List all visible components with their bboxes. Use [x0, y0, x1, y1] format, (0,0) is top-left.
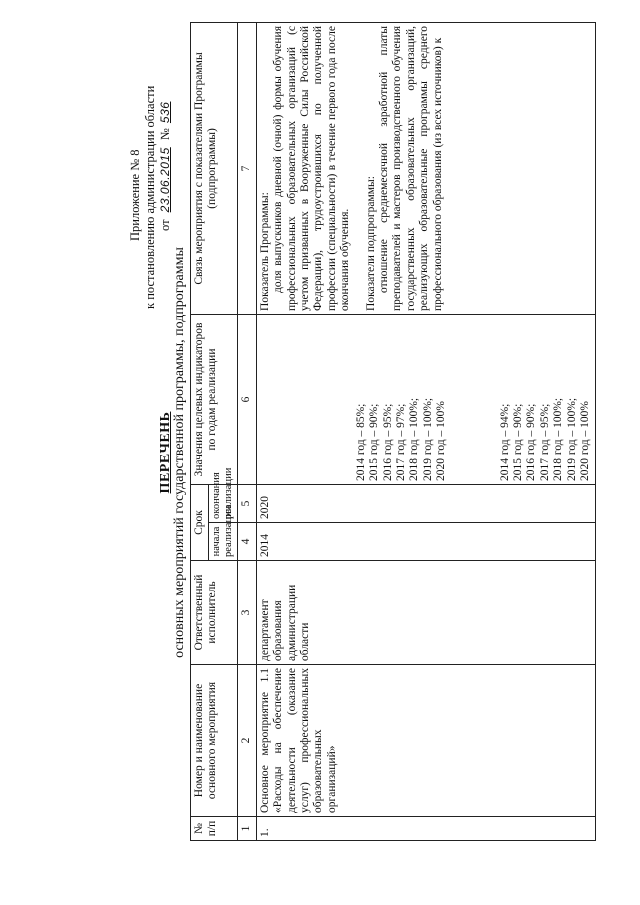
target-value: 2017 год – 97%; — [395, 403, 408, 481]
row-activity-name: Основное мероприятие 1.1 «Расходы на обеспечение деятельности (оказание услуг) профессиональных образовательных организаций» — [256, 665, 595, 817]
target-value: 2020 год – 100% — [435, 401, 448, 481]
targets-subprogram-list — [499, 318, 593, 481]
target-value: 2016 год – 95%; — [381, 403, 394, 481]
col-number: 1 — [238, 817, 256, 841]
row-program-link — [256, 22, 595, 314]
row-num: 1. — [256, 817, 595, 841]
header-term-end: окончания реализации — [209, 484, 238, 522]
col-number: 7 — [238, 22, 256, 314]
header-term: Срок — [191, 484, 209, 560]
appendix-number: 536 — [158, 101, 172, 124]
table-header-row — [191, 22, 209, 840]
col-number: 3 — [238, 561, 256, 665]
target-value: 2016 год – 90%; — [525, 403, 538, 481]
number-prefix: № — [158, 128, 172, 141]
appendix-date: 23.06.2015 — [158, 147, 172, 213]
appendix-title: Приложение № 8 — [128, 149, 142, 241]
target-value: 2019 год – 100%; — [421, 397, 434, 481]
col-number: 5 — [238, 484, 256, 522]
header-num: № п/п — [191, 817, 238, 841]
row-targets — [256, 314, 595, 484]
target-value: 2014 год – 85%; — [354, 403, 367, 481]
target-value: 2019 год – 100%; — [565, 397, 578, 481]
target-value: 2017 год – 95%; — [538, 403, 551, 481]
target-value: 2018 год – 100%; — [552, 397, 565, 481]
header-link: Связь мероприятия с показателями Программы (подпрограммы) — [191, 22, 238, 314]
row-executor: департамент образования администрации области — [256, 561, 595, 665]
row-start-year: 2014 — [256, 523, 595, 561]
col-number: 6 — [238, 314, 256, 484]
col-number: 2 — [238, 665, 256, 817]
date-prefix: от — [158, 219, 172, 231]
target-value: 2018 год – 100%; — [408, 397, 421, 481]
column-numbers-row — [238, 22, 256, 840]
header-term-start: начала реализации — [209, 523, 238, 561]
document-title: ПЕРЕЧЕНЬ — [158, 411, 173, 494]
subprogram-indicators-title: Показатели подпрограммы: — [364, 176, 377, 311]
header-executor: Ответственный исполнитель — [191, 561, 238, 665]
target-value: 2015 год – 90%; — [512, 403, 525, 481]
subprogram-indicator-text: отношение среднемесячной заработной платы преподавателей и мастеров производственного обучения государственных образовательных организаций, реализующих образовательные программы среднего профессионального образования (из всех источников) к — [378, 25, 444, 311]
program-indicator-title: Показатель Программы: — [258, 192, 271, 311]
header-name: Номер и наименование основного мероприятия — [191, 665, 238, 817]
row-end-year: 2020 — [256, 484, 595, 522]
targets-program-list — [355, 318, 449, 481]
appendix-decree-line: к постановлению администрации области — [143, 85, 157, 309]
col-number: 4 — [238, 523, 256, 561]
target-value: 2020 год – 100% — [579, 401, 592, 481]
header-targets: Значения целевых индикаторов по годам реализации — [191, 314, 238, 484]
target-value: 2014 год – 94%; — [498, 403, 511, 481]
program-indicator-text: доля выпускников дневной (очной) формы обучения профессиональных образовательных организаций (с учетом призванных в Вооруженные Силы Российской Федерации), трудоустроившихся по полученной профессии (специальности) в течение первого года после окончания обучения. — [272, 25, 352, 311]
target-value: 2015 год – 90%; — [368, 403, 381, 481]
document-subtitle: основных мероприятий государственной программы, подпрограммы — [172, 247, 187, 658]
activities-table — [190, 22, 596, 841]
table-row — [256, 22, 595, 840]
